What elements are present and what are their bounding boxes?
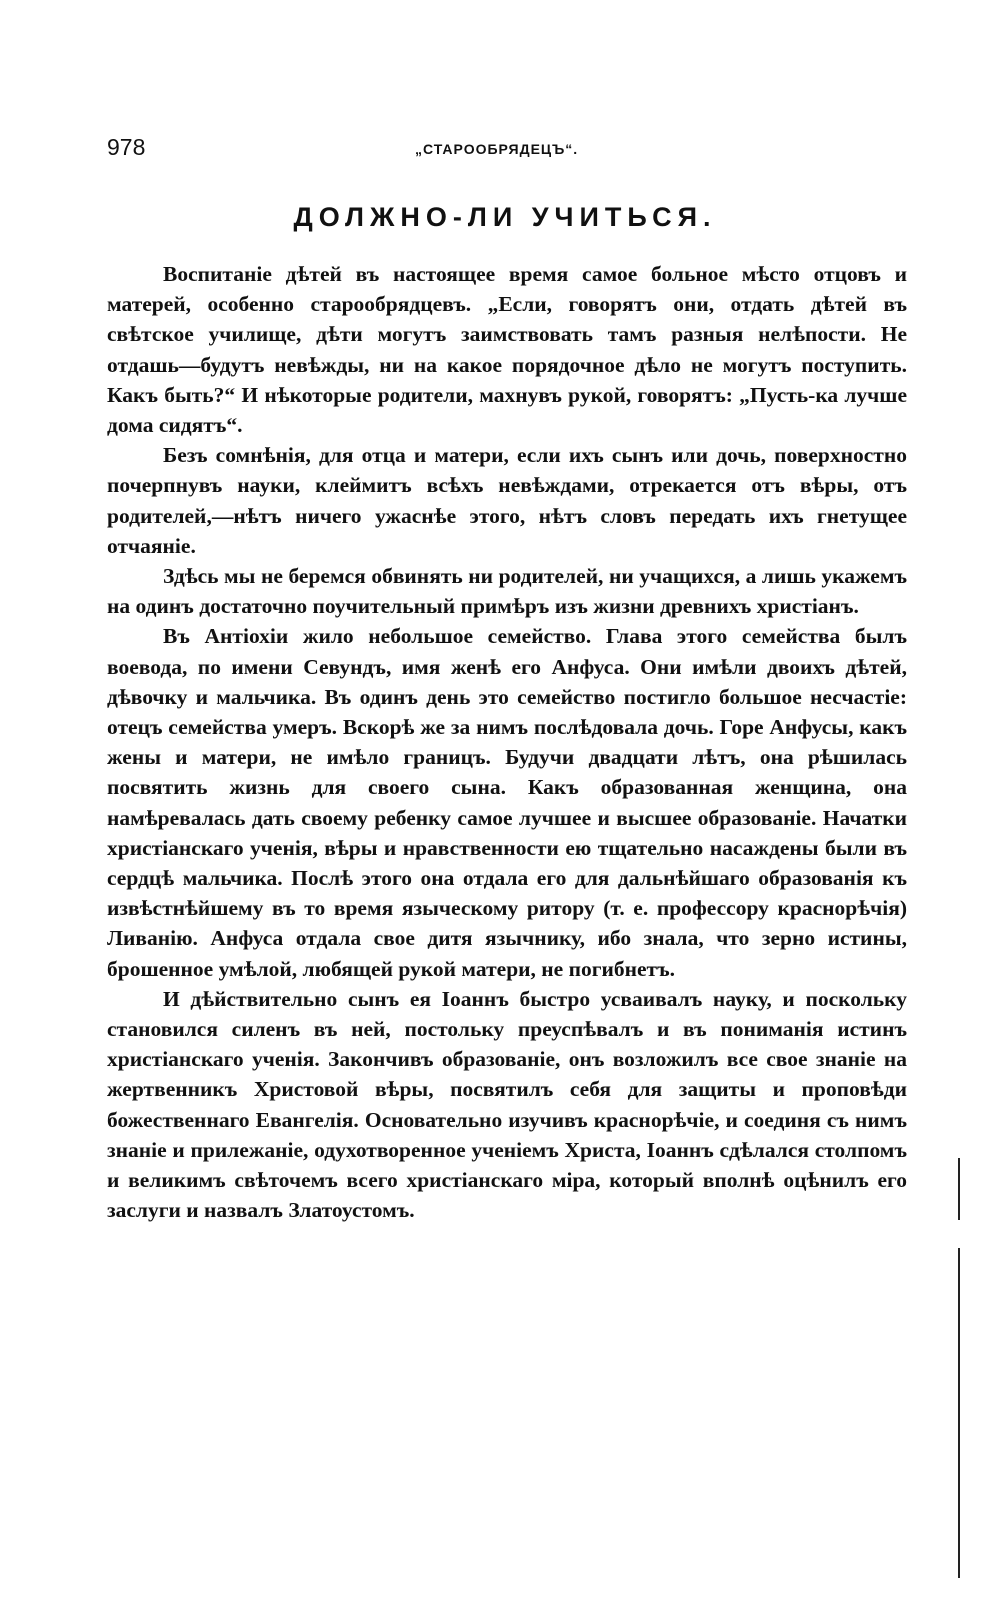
running-head	[107, 133, 907, 163]
article-body	[107, 259, 907, 1226]
page-number: 978	[107, 134, 146, 160]
paragraph-3: Здѣсь мы не беремся обвинять ни родителей, ни учащихся, а лишь укажемъ на одинъ достаточно поучительный примѣръ изъ жизни древнихъ христіанъ.	[107, 564, 907, 619]
paragraph-1: Воспитаніе дѣтей въ настоящее время самое больное мѣсто отцовъ и матерей, особенно старообрядцевъ. „Если, говорятъ они, отдать дѣтей въ свѣтское училище, дѣти могутъ заимствовать тамъ разныя нелѣпости. Не отдашь—будутъ невѣжды, ни на какое порядочное дѣло не могутъ поступить. Какъ быть?“ И нѣкоторые родители, махнувъ рукой, говорятъ: „Пусть-ка лучше дома сидятъ“.	[107, 262, 907, 438]
paragraph-4: Въ Антіохіи жило небольшое семейство. Глава этого семейства былъ воевода, по имени Севундъ, имя женѣ его Анфуса. Они имѣли двоихъ дѣтей, дѣвочку и мальчика. Въ одинъ день это семейство постигло большое несчастіе: отецъ семейства умеръ. Вскорѣ же за нимъ послѣдовала дочь. Горе Анфусы, какъ жены и матери, не имѣло границъ. Будучи двадцати лѣтъ, она рѣшилась посвятить жизнь для своего сына. Какъ образованная женщина, она намѣревалась дать своему ребенку самое лучшее и высшее образованіе. Начатки христіанскаго ученія, вѣры и нравственности ею тщательно насаждены были въ сердцѣ мальчика. Послѣ этого она отдала его для дальнѣйшаго образованія къ извѣстнѣйшему въ то время языческому ритору (т. е. профессору краснорѣчія) Ливанію. Анфуса отдала свое дитя язычнику, ибо знала, что зерно истины, брошенное умѣлой, любящей рукой матери, не погибнетъ.	[107, 624, 907, 981]
paragraph-2: Безъ сомнѣнія, для отца и матери, если ихъ сынъ или дочь, поверхностно почерпнувъ науки, клеймитъ всѣхъ невѣждами, отрекается отъ вѣры, отъ родителей,—нѣтъ ничего ужаснѣе этого, нѣтъ словъ передать ихъ гнетущее отчаяніе.	[107, 443, 907, 558]
scan-edge-line	[958, 1158, 960, 1220]
journal-name: „СТАРООБРЯДЕЦЪ“.	[415, 141, 579, 157]
scan-edge-line	[958, 1248, 960, 1578]
article-title: ДОЛЖНО-ЛИ УЧИТЬСЯ.	[293, 202, 717, 232]
paragraph-5: И дѣйствительно сынъ ея Іоаннъ быстро усваивалъ науку, и поскольку становился силенъ въ ней, постольку преуспѣвалъ и въ пониманія истинъ христіанскаго ученія. Закончивъ образованіе, онъ возложилъ все свое знаніе на жертвенникъ Христовой вѣры, посвятилъ себя для защиты и проповѣди божественнаго Евангелія. Основательно изучивъ краснорѣчіе, и соединя съ нимъ знаніе и прилежаніе, одухотворенное ученіемъ Христа, Іоаннъ сдѣлался столпомъ и великимъ свѣточемъ всего христіанскаго міра, который вполнѣ оцѣнилъ его заслуги и назвалъ Златоустомъ.	[107, 986, 907, 1223]
